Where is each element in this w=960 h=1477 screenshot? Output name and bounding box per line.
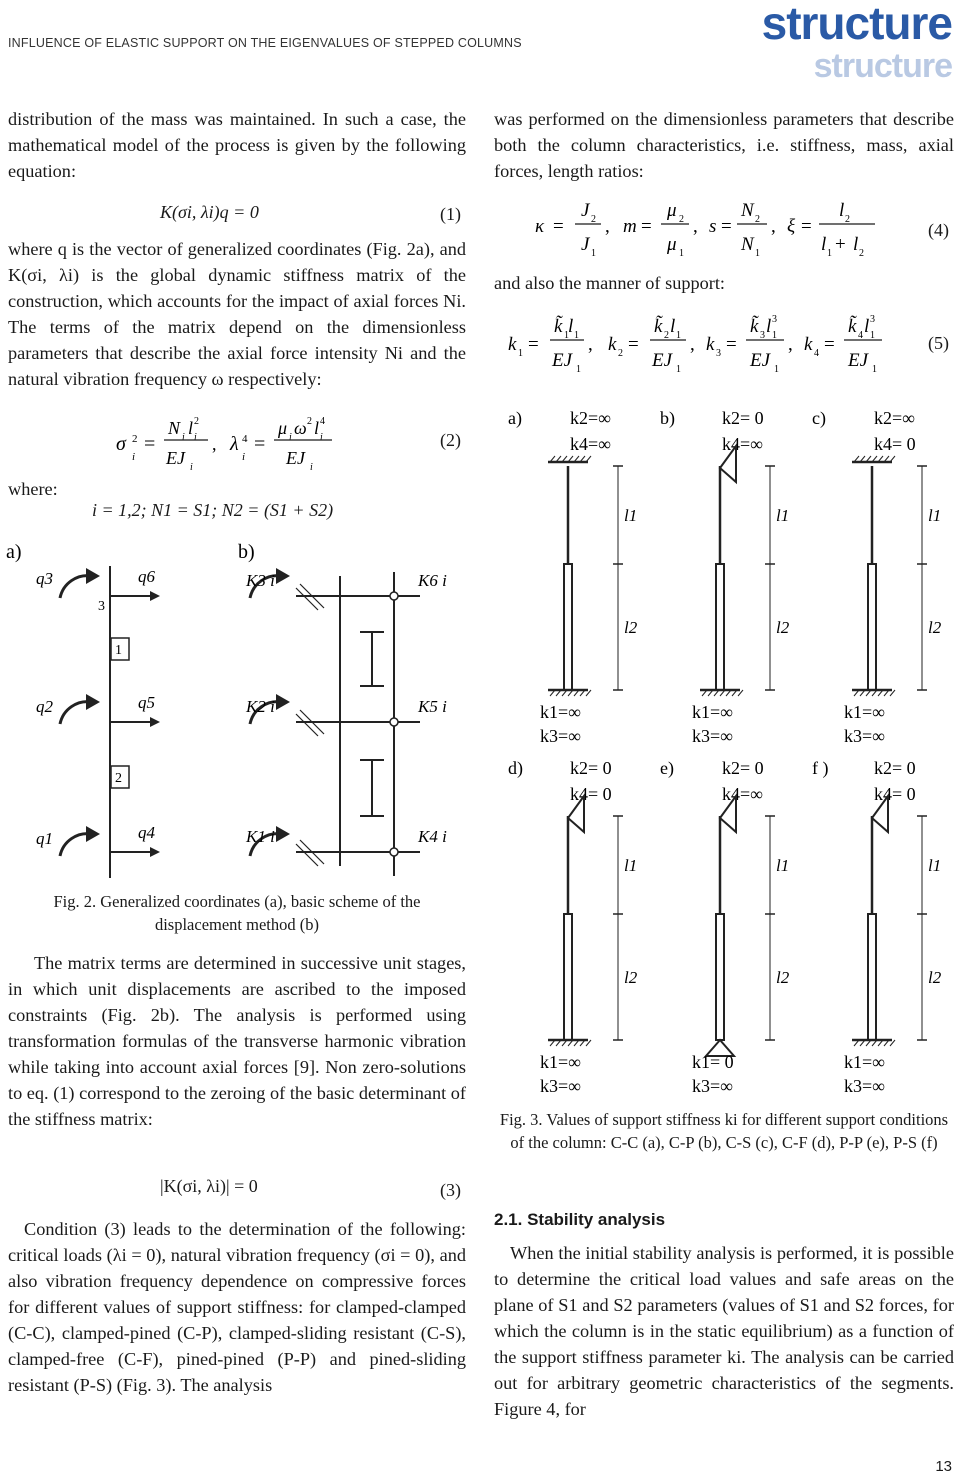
page-number: 13 [935,1458,952,1475]
svg-text:2: 2 [591,214,596,225]
fig2-label-a: a) [6,541,22,563]
svg-text:μ: μ [667,234,677,255]
fig2-q4: q4 [138,823,155,842]
svg-text:4: 4 [814,348,819,359]
fig3-l2-label: l2 [624,618,638,637]
svg-text:1: 1 [591,248,596,259]
fig3-l1-label: l1 [624,856,638,875]
svg-text:μ: μ [278,418,288,438]
fig3-bottom-stiffness: k1= 0 [692,1052,734,1072]
svg-text:N: N [168,418,181,438]
fig3-bottom-stiffness: k1=∞ [844,702,885,722]
svg-text:1: 1 [676,364,681,375]
fig3-column-lower [868,914,876,1040]
svg-text:l: l [853,234,859,255]
svg-text:EJ: EJ [552,350,573,371]
fig2-q1: q1 [36,829,53,848]
right-paragraph-2: and also the manner of support: [494,273,725,293]
svg-text:=: = [254,433,266,455]
fig3-bottom-stiffness: k3=∞ [692,1076,733,1096]
svg-text:3: 3 [716,348,721,359]
svg-text:i: i [182,432,185,443]
svg-text:m: m [623,216,637,237]
svg-text:4: 4 [320,416,325,427]
svg-text:+: + [835,234,846,255]
fig3-hatch [586,456,591,462]
svg-text:=: = [553,216,564,237]
svg-text:2: 2 [132,433,138,445]
fig2-node-3: 3 [98,599,105,614]
svg-text:k: k [508,334,517,355]
svg-text:1: 1 [872,364,877,375]
svg-text:k: k [706,334,715,355]
fig2-K2: K2 i [246,697,275,716]
fig3-hatch [890,456,895,462]
svg-text:1: 1 [574,330,579,341]
fig3-bottom-stiffness: k1=∞ [540,1052,581,1072]
fig3-column-lower [716,564,724,690]
svg-text:2: 2 [618,348,623,359]
svg-text:=: = [726,334,737,355]
svg-text:i: i [132,451,136,463]
fig3-bottom-stiffness: k3=∞ [692,726,733,746]
fig3-top-stiffness: k4=∞ [722,434,763,454]
fig3-top-stiffness: k2= 0 [874,758,916,778]
fig2-q2: q2 [36,697,53,716]
fig2-label-b: b) [238,541,255,563]
equation-2-formula [110,406,360,482]
svg-text:ξ: ξ [787,216,796,237]
svg-text:3: 3 [870,314,875,325]
svg-text:1: 1 [564,330,569,341]
svg-text:,: , [693,216,698,237]
fig2-K3: K3 i [246,571,275,590]
figure-3-caption: Fig. 3. Values of support stiffness ki for different support conditions of the column: C-C (a), C-P (b), C-S (c), C-F (d), P-P (e), P-S (f) [499,1110,949,1152]
svg-text:,: , [605,216,610,237]
equation-1: K(σi, λi)q = 0 [160,202,259,222]
journal-logo: structure [761,0,952,49]
svg-text:i: i [289,432,292,443]
svg-text:=: = [528,334,539,355]
fig3-l1-label: l1 [776,506,790,525]
fig3-bottom-stiffness: k3=∞ [844,1076,885,1096]
fig3-l1-label: l1 [776,856,790,875]
svg-text:1: 1 [870,330,875,341]
fig3-bottom-stiffness: k1=∞ [692,702,733,722]
fig2-K4: K4 i [418,827,447,846]
figure-2-caption: Fig. 2. Generalized coordinates (a), basic scheme of the displacement method (b) [53,892,421,934]
fig3-top-stiffness: k2=∞ [874,408,915,428]
svg-text:ω: ω [294,418,307,438]
svg-text:=: = [628,334,639,355]
fig3-panel-label: c) [812,408,826,428]
fig3-bottom-stiffness: k3=∞ [540,1076,581,1096]
svg-text:i: i [310,462,313,473]
fig2-q6: q6 [138,567,155,586]
svg-text:,: , [771,216,776,237]
equation-3: |K(σi, λi)| = 0 [160,1176,258,1196]
fig3-l2-label: l2 [624,968,638,987]
svg-text:1: 1 [755,248,760,259]
figure-2 [0,536,470,881]
equation-1-number: (1) [440,204,461,224]
svg-text:l: l [568,316,574,337]
svg-text:EJ: EJ [652,350,673,371]
svg-text:κ: κ [535,216,545,237]
svg-text:N: N [741,234,754,255]
fig3-bottom-stiffness: k3=∞ [844,726,885,746]
equation-5-formula [506,308,896,378]
journal-logo-shadow: structure [813,47,952,85]
fig2-q5: q5 [138,693,155,712]
svg-text:4: 4 [858,330,863,341]
where-label: where: [8,479,58,499]
svg-text:=: = [824,334,835,355]
fig3-l1-label: l1 [624,506,638,525]
svg-text:,: , [788,334,793,355]
svg-text:4: 4 [242,433,248,445]
fig3-top-stiffness: k2= 0 [722,758,764,778]
svg-text:2: 2 [845,214,850,225]
fig3-bottom-stiffness: k1=∞ [844,1052,885,1072]
svg-text:1: 1 [518,348,523,359]
svg-text:J: J [581,234,590,255]
svg-text:i: i [190,462,193,473]
svg-text:=: = [801,216,812,237]
svg-text:2: 2 [664,330,669,341]
svg-text:EJ: EJ [750,350,771,371]
svg-text:l: l [314,418,320,438]
svg-text:1: 1 [679,248,684,259]
svg-text:k̃: k̃ [750,316,759,337]
equation-3-number: (3) [440,1180,461,1200]
fig3-top-stiffness: k4= 0 [874,784,916,804]
fig2-node-2: 2 [115,771,122,786]
svg-text:l: l [766,316,772,337]
svg-text:,: , [212,434,217,454]
fig3-bottom-stiffness: k3=∞ [540,726,581,746]
svg-text:,: , [588,334,593,355]
svg-text:=: = [641,216,652,237]
svg-text:=: = [144,433,156,455]
svg-text:l: l [188,418,194,438]
svg-text:l: l [821,234,827,255]
svg-text:J: J [581,200,590,221]
svg-text:σ: σ [116,433,126,455]
svg-text:l: l [864,316,870,337]
svg-text:s: s [709,216,717,237]
svg-text:1: 1 [676,330,681,341]
svg-text:EJ: EJ [848,350,869,371]
fig3-column-lower [564,564,572,690]
svg-text:1: 1 [827,248,832,259]
fig3-column-lower [716,914,724,1040]
equation-4-formula [535,196,885,260]
fig3-panel-label: a) [508,408,522,428]
svg-text:λ: λ [230,433,239,455]
svg-text:i: i [242,451,246,463]
fig3-l1-label: l1 [928,506,942,525]
svg-text:2: 2 [679,214,684,225]
svg-text:2: 2 [307,416,312,427]
left-paragraph-4: Condition (3) leads to the determination of the following: critical loads (λi = 0), natural vibration frequency (σi = 0), and also vibration frequency dependence on compressive forces for different values of support stiffness: for clamped-clamped (C-C), clamped-pined (C-P), clamped-sliding resistant (C-S), clamped-free (C-F), pined-pined (P-P) and pined-sliding resistant (P-S) (Fig. 3). The analysis [8,1219,466,1395]
fig3-bottom-stiffness: k1=∞ [540,702,581,722]
svg-text:2: 2 [755,214,760,225]
svg-text:i: i [320,432,323,443]
svg-text:N: N [741,200,754,221]
left-paragraph-1: distribution of the mass was maintained. In such a case, the mathematical model of the process is given by the following equation: [8,109,466,181]
fig3-top-stiffness: k4= 0 [570,784,612,804]
fig2-node-1: 1 [115,643,122,658]
fig2-q3: q3 [36,569,53,588]
svg-text:EJ: EJ [286,448,305,468]
svg-text:k: k [608,334,617,355]
fig3-column-lower [564,914,572,1040]
svg-text:k̃: k̃ [848,316,857,337]
svg-text:,: , [690,334,695,355]
equation-5-number: (5) [928,333,949,353]
svg-text:1: 1 [774,364,779,375]
svg-text:1: 1 [772,330,777,341]
fig3-top-stiffness: k2= 0 [570,758,612,778]
fig3-l2-label: l2 [776,968,790,987]
figure-3 [500,400,958,1100]
svg-text:μ: μ [667,200,677,221]
fig2-K5: K5 i [418,697,447,716]
equation-2-number: (2) [440,430,461,450]
fig3-panel-label: f ) [812,758,829,778]
svg-text:3: 3 [772,314,777,325]
fig3-l2-label: l2 [928,968,942,987]
equation-2b: i = 1,2; N1 = S1; N2 = (S1 + S2) [92,500,334,520]
svg-text:1: 1 [576,364,581,375]
svg-text:l: l [670,316,676,337]
fig2-K6: K6 i [418,571,447,590]
svg-text:k: k [804,334,813,355]
running-title: INFLUENCE OF ELASTIC SUPPORT ON THE EIGENVALUES OF STEPPED COLUMNS [8,36,522,50]
fig3-l2-label: l2 [928,618,942,637]
svg-text:3: 3 [760,330,765,341]
fig3-top-stiffness: k4=∞ [570,434,611,454]
svg-text:l: l [839,200,845,221]
right-paragraph-1: was performed on the dimensionless parameters that describe both the column characteristics, i.e. stiffness, mass, axial forces, length ratios: [494,109,954,181]
fig3-l2-label: l2 [776,618,790,637]
fig3-top-stiffness: k2=∞ [570,408,611,428]
svg-text:EJ: EJ [166,448,185,468]
fig3-panel-label: b) [660,408,675,428]
fig3-top-stiffness: k4=∞ [722,784,763,804]
svg-text:i: i [194,432,197,443]
fig3-top-stiffness: k2= 0 [722,408,764,428]
fig2-K1: K1 i [246,827,275,846]
fig3-panel-label: e) [660,758,674,778]
svg-text:2: 2 [859,248,864,259]
equation-4-number: (4) [928,220,949,240]
fig3-panel-label: d) [508,758,523,778]
fig3-l1-label: l1 [928,856,942,875]
fig3-top-stiffness: k4= 0 [874,434,916,454]
fig3-column-lower [868,564,876,690]
svg-text:2: 2 [194,416,199,427]
section-title: 2.1. Stability analysis [494,1210,666,1229]
svg-text:k̃: k̃ [654,316,663,337]
svg-text:k̃: k̃ [554,316,563,337]
left-paragraph-3: The matrix terms are determined in successive unit stages, in which unit displacements are ascribed to the imposed constraints (Fig. 2b). The analysis is performed using transformation formulas of the transverse harmonic vibration while taking into account axial forces [9]. Non zero-solutions to eq. (1) correspond to the zeroing of the basic determinant of the stiffness matrix: [8,953,466,1129]
left-paragraph-2: where q is the vector of generalized coordinates (Fig. 2a), and K(σi, λi) is the global dynamic stiffness matrix of the construction, which accounts for the impact of axial forces Ni. The terms of the matrix depend on the dimensionless parameters that describe the axial force intensity Ni and the natural vibration frequency ω respectively: [8,239,466,389]
right-paragraph-3: When the initial stability analysis is performed, it is possible to determine the critical load values and safe areas on the plane of S1 and S2 parameters (values of S1 and S2 forces, for which the column is in the static equilibrium) as a function of the support stiffness parameter ki. The analysis can be carried out for arbitrary geometric characteristics of the segments. Figure 4, for [494,1243,954,1419]
svg-text:=: = [721,216,732,237]
